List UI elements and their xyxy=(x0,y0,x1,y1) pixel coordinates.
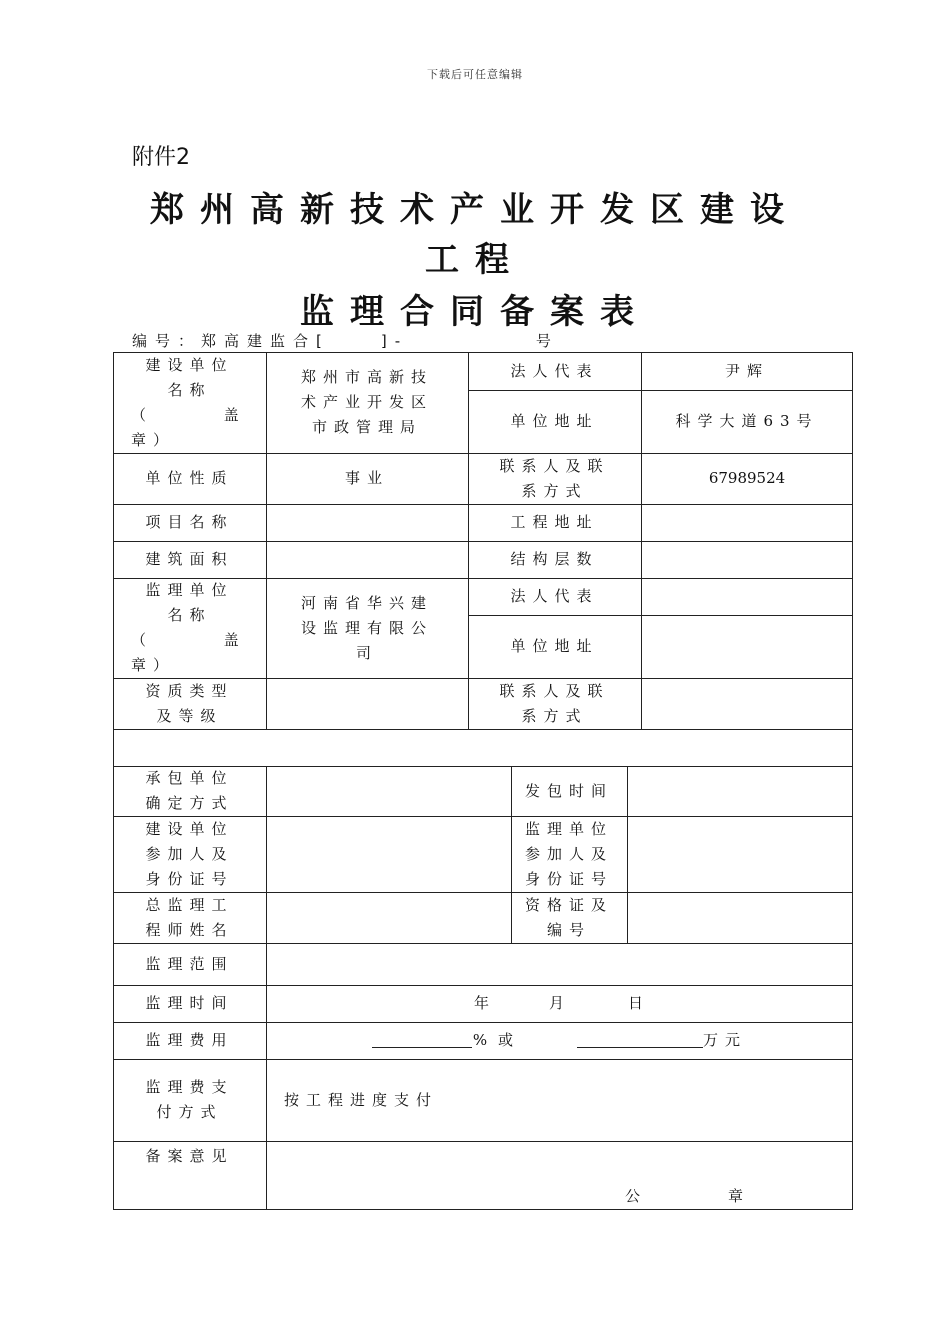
contract-method-label: 承包单位 确定方式 xyxy=(145,769,234,812)
builder-label: 建设单位 名称 （ 盖 章） xyxy=(131,355,246,449)
floor-area-label: 建筑面积 xyxy=(145,550,234,568)
supervisor-label: 监理单位 名称 （ 盖 章） xyxy=(131,581,246,674)
seal-left: 公 xyxy=(624,1186,647,1205)
qualification-label: 资质类型 及等级 xyxy=(145,681,234,725)
nature-value: 事业 xyxy=(344,469,389,487)
attachment-label: 附件2 xyxy=(132,145,190,170)
seal-right: 章 xyxy=(727,1186,750,1205)
supervisor-name: 河南省华兴建 设监理有限公 司 xyxy=(300,593,433,662)
opinion-label: 备案意见 xyxy=(145,1146,234,1165)
title-line-1: 郑州高新技术产业开发区建设 xyxy=(150,190,800,230)
structure-label: 结构层数 xyxy=(510,550,599,568)
fee-unit: 万元 xyxy=(703,1031,748,1049)
period-label: 监理时间 xyxy=(145,994,234,1012)
period-year: 年 xyxy=(473,994,496,1012)
supervisor-staff-label: 监理单位 参加人及 身份证号 xyxy=(524,819,613,888)
legal-rep-label: 法人代表 xyxy=(510,361,599,380)
builder-staff-label: 建设单位 参加人及 身份证号 xyxy=(145,819,234,888)
contact-label: 联系人及联 系方式 xyxy=(499,456,610,500)
project-address-label: 工程地址 xyxy=(510,513,599,531)
payment-label: 监理费支 付方式 xyxy=(145,1078,234,1121)
fee-or: 或 xyxy=(497,1031,520,1049)
scope-label: 监理范围 xyxy=(145,954,234,973)
title-line-3: 监理合同备案表 xyxy=(300,292,650,332)
builder-name: 郑州市高新技 术产业开发区 市政管理局 xyxy=(300,368,433,436)
nature-label: 单位性质 xyxy=(145,469,234,487)
legal-rep-value: 尹辉 xyxy=(724,361,769,380)
address-label: 单位地址 xyxy=(510,412,599,430)
address2-label: 单位地址 xyxy=(510,637,599,655)
address-value: 科学大道63号 xyxy=(675,412,819,430)
contact-value: 67989524 xyxy=(708,469,786,487)
project-name-label: 项目名称 xyxy=(145,513,234,531)
legal-rep2-label: 法人代表 xyxy=(510,587,599,605)
fee-percent: % xyxy=(472,1031,488,1049)
certificate-label: 资格证及 编号 xyxy=(524,895,613,939)
period-day: 日 xyxy=(627,994,650,1012)
contact2-label: 联系人及联 系方式 xyxy=(499,681,610,725)
header-note: 下载后可任意编辑 xyxy=(427,68,523,81)
fee-label: 监理费用 xyxy=(145,1031,234,1049)
payment-value: 按工程进度支付 xyxy=(284,1090,439,1109)
fee-percent-blank xyxy=(372,1033,472,1048)
fee-amount-blank xyxy=(577,1033,703,1048)
doc-number: 编号：郑高建监合[ ]- 号 xyxy=(132,332,559,350)
chief-engineer-label: 总监理工 程师姓名 xyxy=(145,895,234,939)
period-month: 月 xyxy=(548,994,571,1012)
award-time-label: 发包时间 xyxy=(524,781,613,800)
title-line-2: 工程 xyxy=(425,240,525,280)
